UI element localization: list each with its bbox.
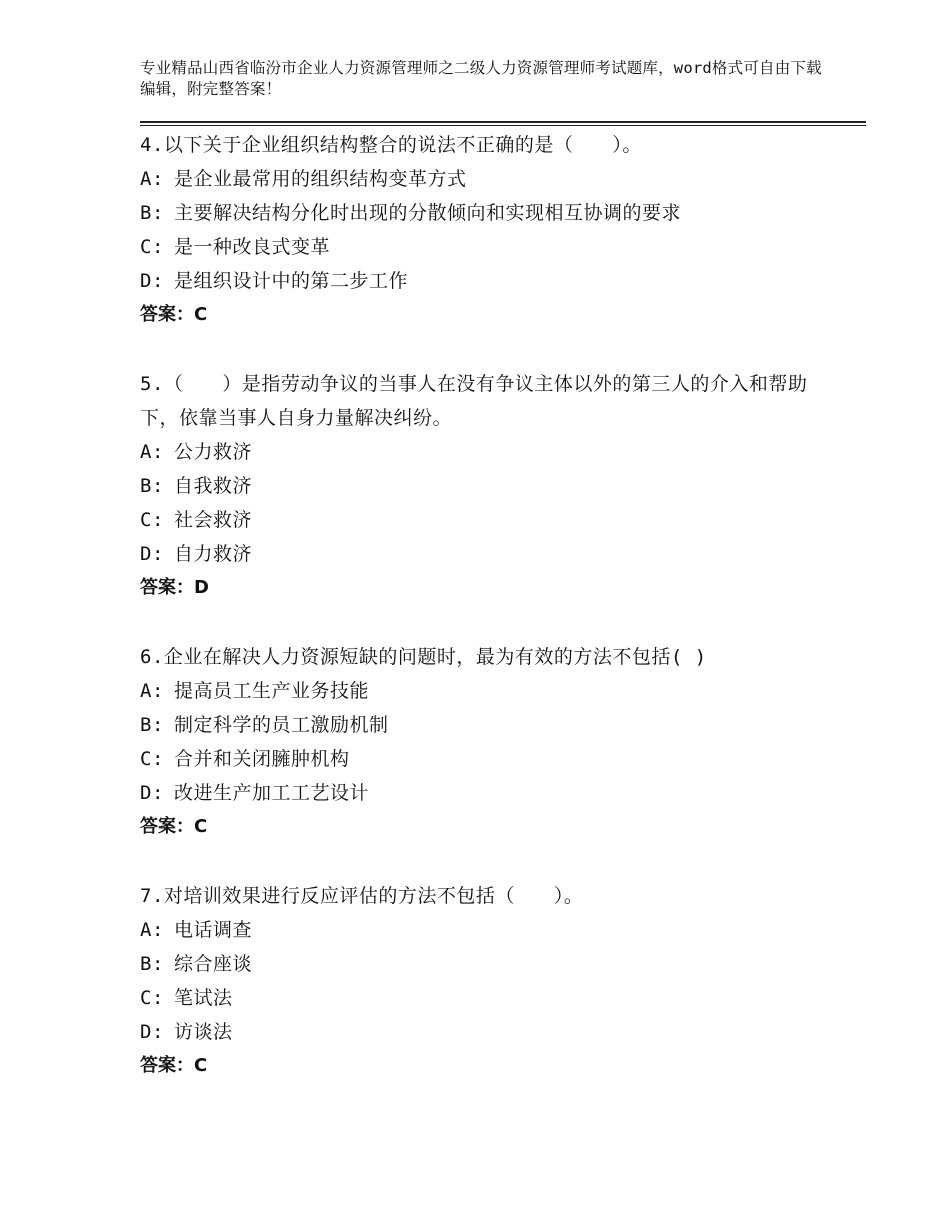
question-6 xyxy=(140,640,840,844)
option-text: 是组织设计中的第二步工作 xyxy=(174,270,409,292)
option-text: 制定科学的员工激励机制 xyxy=(174,714,389,736)
option-b xyxy=(140,947,840,981)
option-letter: B: xyxy=(140,953,164,975)
header-divider-thin xyxy=(140,125,866,126)
answer-line xyxy=(140,298,840,332)
option-letter: C: xyxy=(140,748,164,770)
answer-label: 答案： xyxy=(140,304,194,325)
option-c xyxy=(140,230,840,264)
option-letter: D: xyxy=(140,270,164,292)
option-text: 自力救济 xyxy=(174,543,253,565)
option-text: 是企业最常用的组织结构变革方式 xyxy=(174,168,467,190)
question-text: 6.企业在解决人力资源短缺的问题时，最为有效的方法不包括( ) xyxy=(140,646,707,668)
option-letter: B: xyxy=(140,714,164,736)
option-letter: D: xyxy=(140,1021,164,1043)
question-text: 4.以下关于企业组织结构整合的说法不正确的是（ ）。 xyxy=(140,134,642,156)
option-d xyxy=(140,776,840,810)
answer-label: 答案： xyxy=(140,577,194,598)
option-letter: C: xyxy=(140,236,164,258)
option-letter: D: xyxy=(140,782,164,804)
option-d xyxy=(140,264,840,298)
option-text: 自我救济 xyxy=(174,475,253,497)
option-text: 是一种改良式变革 xyxy=(174,236,331,258)
option-text: 提高员工生产业务技能 xyxy=(174,680,370,702)
question-text: 7.对培训效果进行反应评估的方法不包括（ ）。 xyxy=(140,885,584,907)
option-letter: A: xyxy=(140,919,164,941)
document-header: 专业精品山西省临汾市企业人力资源管理师之二级人力资源管理师考试题库，word格式可自由下载编辑，附完整答案！ xyxy=(140,59,822,98)
option-d xyxy=(140,537,840,571)
option-text: 主要解决结构分化时出现的分散倾向和实现相互协调的要求 xyxy=(174,202,682,224)
option-letter: A: xyxy=(140,441,164,463)
option-text: 综合座谈 xyxy=(174,953,253,975)
option-b xyxy=(140,469,840,503)
option-letter: C: xyxy=(140,987,164,1009)
option-c xyxy=(140,742,840,776)
answer-value: C xyxy=(194,816,208,837)
option-a xyxy=(140,162,840,196)
question-7 xyxy=(140,879,840,1083)
option-c xyxy=(140,981,840,1015)
option-a xyxy=(140,913,840,947)
option-text: 笔试法 xyxy=(174,987,233,1009)
option-text: 公力救济 xyxy=(174,441,253,463)
option-c xyxy=(140,503,840,537)
answer-value: C xyxy=(194,304,208,325)
option-text: 改进生产加工工艺设计 xyxy=(174,782,370,804)
option-b xyxy=(140,196,840,230)
option-text: 社会救济 xyxy=(174,509,253,531)
option-letter: B: xyxy=(140,202,164,224)
option-a xyxy=(140,435,840,469)
answer-value: D xyxy=(194,577,209,598)
option-b xyxy=(140,708,840,742)
option-text: 合并和关闭臃肿机构 xyxy=(174,748,350,770)
answer-line xyxy=(140,810,840,844)
option-letter: B: xyxy=(140,475,164,497)
option-a xyxy=(140,674,840,708)
option-letter: A: xyxy=(140,680,164,702)
option-letter: A: xyxy=(140,168,164,190)
option-letter: C: xyxy=(140,509,164,531)
header-divider-thick xyxy=(140,121,866,123)
option-d xyxy=(140,1015,840,1049)
question-5 xyxy=(140,367,840,605)
question-4 xyxy=(140,128,840,332)
option-letter: D: xyxy=(140,543,164,565)
answer-label: 答案： xyxy=(140,816,194,837)
option-text: 电话调查 xyxy=(174,919,253,941)
option-text: 访谈法 xyxy=(174,1021,233,1043)
answer-line xyxy=(140,1049,840,1083)
answer-label: 答案： xyxy=(140,1055,194,1076)
answer-value: C xyxy=(194,1055,208,1076)
answer-line xyxy=(140,571,840,605)
question-text: 5.（ ）是指劳动争议的当事人在没有争议主体以外的第三人的介入和帮助下，依靠当事人自身力量解决纠纷。 xyxy=(140,373,808,429)
question-list xyxy=(140,128,840,1118)
